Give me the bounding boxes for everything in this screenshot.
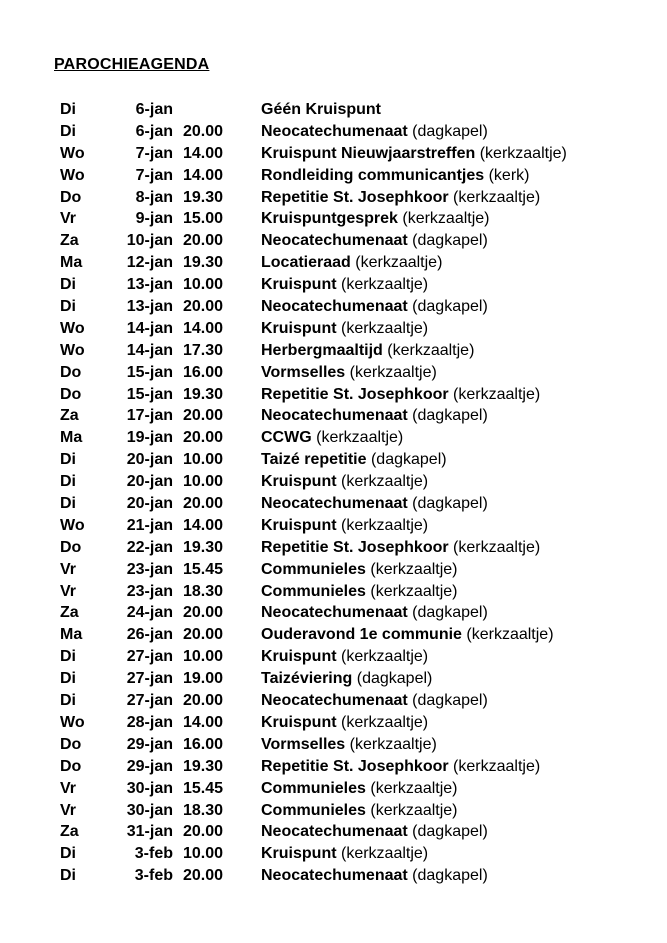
agenda-time: 20.00 — [183, 626, 224, 644]
agenda-event-title: Kruispunt — [261, 648, 337, 666]
agenda-day: Di — [60, 867, 76, 885]
agenda-day: Do — [60, 538, 82, 556]
agenda-row — [0, 581, 667, 603]
agenda-row — [0, 471, 667, 493]
agenda-day: Za — [60, 604, 79, 622]
agenda-row — [0, 690, 667, 712]
agenda-event-title: Kruispunt — [261, 713, 337, 731]
agenda-location: (kerkzaaltje) — [355, 254, 443, 272]
agenda-description — [261, 668, 432, 690]
agenda-location: (kerkzaaltje) — [466, 626, 554, 644]
agenda-date: 27-jan — [126, 692, 173, 710]
agenda-description — [261, 493, 488, 515]
agenda-time: 20.00 — [183, 867, 224, 885]
agenda-time: 20.00 — [183, 407, 224, 425]
agenda-event-title: Communieles — [261, 560, 366, 578]
agenda-time: 20.00 — [183, 232, 224, 250]
agenda-row — [0, 449, 667, 471]
agenda-location: (dagkapel) — [412, 604, 488, 622]
agenda-description — [261, 800, 458, 822]
agenda-day: Di — [60, 495, 76, 513]
agenda-description — [261, 208, 490, 230]
agenda-location: (kerkzaaltje) — [453, 538, 541, 556]
agenda-date: 14-jan — [126, 319, 173, 337]
agenda-row — [0, 756, 667, 778]
agenda-list — [0, 99, 667, 887]
agenda-location: (kerkzaaltje) — [341, 845, 429, 863]
agenda-row — [0, 865, 667, 887]
agenda-time: 20.00 — [183, 495, 224, 513]
agenda-day: Di — [60, 648, 76, 666]
agenda-time: 18.30 — [183, 801, 224, 819]
agenda-time: 20.00 — [183, 823, 224, 841]
agenda-date: 28-jan — [126, 713, 173, 731]
agenda-time: 14.00 — [183, 713, 224, 731]
agenda-event-title: Neocatechumenaat — [261, 692, 408, 710]
agenda-row — [0, 143, 667, 165]
agenda-day: Do — [60, 385, 82, 403]
agenda-location: (kerkzaaltje) — [349, 363, 437, 381]
agenda-row — [0, 602, 667, 624]
agenda-time: 14.00 — [183, 166, 224, 184]
agenda-location: (dagkapel) — [412, 867, 488, 885]
agenda-event-title: Locatieraad — [261, 254, 351, 272]
agenda-description — [261, 296, 488, 318]
agenda-description — [261, 449, 447, 471]
agenda-location: (kerkzaaltje) — [453, 188, 541, 206]
agenda-description — [261, 602, 488, 624]
agenda-description — [261, 121, 488, 143]
agenda-date: 31-jan — [126, 823, 173, 841]
page-title: PAROCHIEAGENDA — [54, 56, 210, 73]
agenda-description — [261, 865, 488, 887]
agenda-date: 20-jan — [126, 495, 173, 513]
agenda-description — [261, 384, 540, 406]
agenda-time: 15.45 — [183, 779, 224, 797]
agenda-location: (kerkzaaltje) — [370, 560, 458, 578]
agenda-date: 21-jan — [126, 516, 173, 534]
agenda-event-title: Taizéviering — [261, 670, 353, 688]
agenda-date: 12-jan — [126, 254, 173, 272]
agenda-time: 10.00 — [183, 648, 224, 666]
agenda-date: 29-jan — [126, 735, 173, 753]
agenda-description — [261, 362, 437, 384]
agenda-day: Vr — [60, 801, 77, 819]
agenda-event-title: Neocatechumenaat — [261, 122, 408, 140]
agenda-description — [261, 843, 428, 865]
agenda-row — [0, 362, 667, 384]
agenda-location: (dagkapel) — [412, 823, 488, 841]
agenda-location: (kerk) — [488, 166, 530, 184]
agenda-description — [261, 230, 488, 252]
agenda-date: 27-jan — [126, 648, 173, 666]
agenda-event-title: CCWG — [261, 429, 312, 447]
agenda-time: 10.00 — [183, 276, 224, 294]
agenda-description — [261, 581, 458, 603]
agenda-day: Vr — [60, 582, 77, 600]
agenda-row — [0, 99, 667, 121]
agenda-location: (dagkapel) — [412, 122, 488, 140]
agenda-date: 14-jan — [126, 341, 173, 359]
agenda-day: Wo — [60, 319, 85, 337]
agenda-row — [0, 668, 667, 690]
agenda-event-title: Communieles — [261, 801, 366, 819]
agenda-time: 14.00 — [183, 144, 224, 162]
agenda-row — [0, 296, 667, 318]
agenda-day: Wo — [60, 144, 85, 162]
agenda-row — [0, 646, 667, 668]
agenda-date: 13-jan — [126, 276, 173, 294]
agenda-day: Di — [60, 473, 76, 491]
agenda-date: 10-jan — [126, 232, 173, 250]
agenda-location: (kerkzaaltje) — [370, 801, 458, 819]
agenda-day: Ma — [60, 626, 83, 644]
agenda-row — [0, 624, 667, 646]
agenda-location: (dagkapel) — [370, 451, 447, 469]
agenda-location: (kerkzaaltje) — [370, 582, 458, 600]
agenda-location: (kerkzaaltje) — [341, 473, 429, 491]
agenda-description — [261, 734, 437, 756]
agenda-row — [0, 340, 667, 362]
agenda-date: 20-jan — [126, 451, 173, 469]
agenda-date: 19-jan — [126, 429, 173, 447]
agenda-date: 15-jan — [126, 385, 173, 403]
agenda-date: 7-jan — [135, 166, 173, 184]
agenda-description — [261, 165, 529, 187]
agenda-day: Do — [60, 735, 82, 753]
agenda-date: 13-jan — [126, 298, 173, 316]
agenda-time: 20.00 — [183, 692, 224, 710]
agenda-row — [0, 843, 667, 865]
agenda-day: Di — [60, 451, 76, 469]
agenda-event-title: Repetitie St. Josephkoor — [261, 385, 449, 403]
agenda-event-title: Kruispunt — [261, 473, 337, 491]
agenda-day: Di — [60, 298, 76, 316]
agenda-date: 29-jan — [126, 757, 173, 775]
agenda-location: (kerkzaaltje) — [341, 276, 429, 294]
agenda-description — [261, 99, 381, 121]
agenda-location: (kerkzaaltje) — [479, 144, 567, 162]
agenda-row — [0, 165, 667, 187]
agenda-event-title: Kruispunt — [261, 845, 337, 863]
agenda-location: (dagkapel) — [412, 232, 488, 250]
agenda-day: Za — [60, 407, 79, 425]
agenda-description — [261, 712, 428, 734]
agenda-day: Wo — [60, 713, 85, 731]
agenda-day: Vr — [60, 560, 77, 578]
agenda-event-title: Neocatechumenaat — [261, 867, 408, 885]
agenda-date: 26-jan — [126, 626, 173, 644]
agenda-date: 27-jan — [126, 670, 173, 688]
agenda-row — [0, 384, 667, 406]
agenda-location: (kerkzaaltje) — [341, 319, 429, 337]
agenda-event-title: Kruispunt — [261, 516, 337, 534]
agenda-date: 6-jan — [135, 122, 173, 140]
agenda-day: Do — [60, 757, 82, 775]
agenda-day: Do — [60, 363, 82, 381]
agenda-time: 18.30 — [183, 582, 224, 600]
agenda-day: Za — [60, 823, 79, 841]
agenda-row — [0, 712, 667, 734]
agenda-location: (kerkzaaltje) — [453, 385, 541, 403]
agenda-row — [0, 493, 667, 515]
agenda-location: (kerkzaaltje) — [341, 713, 429, 731]
agenda-event-title: Vormselles — [261, 735, 346, 753]
agenda-row — [0, 537, 667, 559]
agenda-date: 3-feb — [134, 845, 173, 863]
agenda-location: (kerkzaaltje) — [453, 757, 541, 775]
agenda-description — [261, 537, 540, 559]
agenda-row — [0, 778, 667, 800]
agenda-location: (kerkzaaltje) — [370, 779, 458, 797]
agenda-location: (kerkzaaltje) — [341, 648, 429, 666]
agenda-time: 20.00 — [183, 122, 224, 140]
agenda-time: 15.45 — [183, 560, 224, 578]
agenda-day: Ma — [60, 429, 83, 447]
agenda-event-title: Neocatechumenaat — [261, 407, 408, 425]
agenda-time: 20.00 — [183, 604, 224, 622]
agenda-description — [261, 515, 428, 537]
agenda-description — [261, 318, 428, 340]
agenda-time: 10.00 — [183, 845, 224, 863]
agenda-event-title: Ouderavond 1e communie — [261, 626, 462, 644]
agenda-location: (dagkapel) — [412, 495, 488, 513]
agenda-event-title: Communieles — [261, 779, 366, 797]
agenda-event-title: Repetitie St. Josephkoor — [261, 538, 449, 556]
agenda-time: 19.30 — [183, 757, 224, 775]
agenda-time: 19.30 — [183, 254, 224, 272]
agenda-day: Ma — [60, 254, 83, 272]
agenda-date: 15-jan — [126, 363, 173, 381]
agenda-description — [261, 143, 567, 165]
agenda-row — [0, 187, 667, 209]
agenda-time: 16.00 — [183, 363, 224, 381]
agenda-event-title: Repetitie St. Josephkoor — [261, 757, 449, 775]
agenda-description — [261, 690, 488, 712]
agenda-event-title: Taizé repetitie — [261, 451, 367, 469]
agenda-date: 6-jan — [135, 101, 173, 118]
agenda-day: Do — [60, 188, 82, 206]
agenda-event-title: Kruispunt — [261, 276, 337, 294]
agenda-date: 9-jan — [135, 210, 173, 228]
agenda-date: 23-jan — [126, 582, 173, 600]
agenda-date: 30-jan — [126, 801, 173, 819]
agenda-event-title: Kruispunt Nieuwjaarstreffen — [261, 144, 476, 162]
agenda-date: 30-jan — [126, 779, 173, 797]
agenda-row — [0, 252, 667, 274]
agenda-description — [261, 821, 488, 843]
agenda-time: 16.00 — [183, 735, 224, 753]
agenda-location: (dagkapel) — [412, 692, 488, 710]
agenda-location: (dagkapel) — [356, 670, 433, 688]
agenda-event-title: Neocatechumenaat — [261, 298, 408, 316]
agenda-day: Za — [60, 232, 79, 250]
agenda-description — [261, 559, 458, 581]
agenda-location: (dagkapel) — [412, 407, 488, 425]
agenda-description — [261, 405, 488, 427]
agenda-day: Vr — [60, 210, 77, 228]
agenda-location: (kerkzaaltje) — [387, 341, 475, 359]
agenda-row — [0, 121, 667, 143]
agenda-event-title: Neocatechumenaat — [261, 823, 408, 841]
agenda-time: 20.00 — [183, 298, 224, 316]
agenda-day: Vr — [60, 779, 77, 797]
agenda-row — [0, 405, 667, 427]
agenda-location: (kerkzaaltje) — [341, 516, 429, 534]
agenda-row — [0, 427, 667, 449]
agenda-time: 19.30 — [183, 188, 224, 206]
agenda-time: 19.30 — [183, 538, 224, 556]
agenda-date: 22-jan — [126, 538, 173, 556]
agenda-event-title: Vormselles — [261, 363, 346, 381]
agenda-date: 8-jan — [135, 188, 173, 206]
agenda-description — [261, 624, 554, 646]
agenda-time: 19.30 — [183, 385, 224, 403]
agenda-time: 14.00 — [183, 319, 224, 337]
agenda-date: 7-jan — [135, 144, 173, 162]
agenda-day: Di — [60, 845, 76, 863]
agenda-day: Di — [60, 692, 76, 710]
agenda-event-title: Kruispuntgesprek — [261, 210, 398, 228]
agenda-day: Wo — [60, 341, 85, 359]
agenda-description — [261, 187, 540, 209]
agenda-row — [0, 515, 667, 537]
agenda-event-title: Neocatechumenaat — [261, 495, 408, 513]
agenda-day: Di — [60, 276, 76, 294]
agenda-day: Wo — [60, 166, 85, 184]
agenda-row — [0, 318, 667, 340]
agenda-event-title: Kruispunt — [261, 319, 337, 337]
agenda-row — [0, 821, 667, 843]
agenda-day: Di — [60, 122, 76, 140]
agenda-description — [261, 756, 540, 778]
agenda-description — [261, 340, 474, 362]
agenda-date: 23-jan — [126, 560, 173, 578]
agenda-time: 17.30 — [183, 341, 224, 359]
agenda-event-title: Rondleiding communicantjes — [261, 166, 485, 184]
agenda-date: 24-jan — [126, 604, 173, 622]
agenda-date: 20-jan — [126, 473, 173, 491]
agenda-event-title: Neocatechumenaat — [261, 232, 408, 250]
agenda-event-title: Géén Kruispunt — [261, 101, 382, 118]
agenda-day: Di — [60, 101, 76, 118]
agenda-row — [0, 734, 667, 756]
agenda-location: (kerkzaaltje) — [349, 735, 437, 753]
agenda-description — [261, 646, 428, 668]
agenda-row — [0, 230, 667, 252]
agenda-row — [0, 208, 667, 230]
agenda-description — [261, 252, 442, 274]
agenda-time: 14.00 — [183, 516, 224, 534]
agenda-time: 10.00 — [183, 451, 224, 469]
agenda-time: 15.00 — [183, 210, 224, 228]
agenda-event-title: Herbergmaaltijd — [261, 341, 383, 359]
agenda-time: 20.00 — [183, 429, 224, 447]
agenda-description — [261, 471, 428, 493]
agenda-location: (kerkzaaltje) — [316, 429, 404, 447]
agenda-description — [261, 427, 403, 449]
agenda-day: Wo — [60, 516, 85, 534]
agenda-event-title: Communieles — [261, 582, 366, 600]
agenda-row — [0, 800, 667, 822]
agenda-date: 3-feb — [134, 867, 173, 885]
agenda-row — [0, 274, 667, 296]
agenda-date: 17-jan — [126, 407, 173, 425]
agenda-row — [0, 559, 667, 581]
agenda-location: (kerkzaaltje) — [402, 210, 490, 228]
agenda-description — [261, 274, 428, 296]
agenda-location: (dagkapel) — [412, 298, 488, 316]
agenda-description — [261, 778, 458, 800]
agenda-day: Di — [60, 670, 76, 688]
agenda-event-title: Neocatechumenaat — [261, 604, 408, 622]
agenda-time: 19.00 — [183, 670, 224, 688]
agenda-event-title: Repetitie St. Josephkoor — [261, 188, 449, 206]
agenda-time: 10.00 — [183, 473, 224, 491]
